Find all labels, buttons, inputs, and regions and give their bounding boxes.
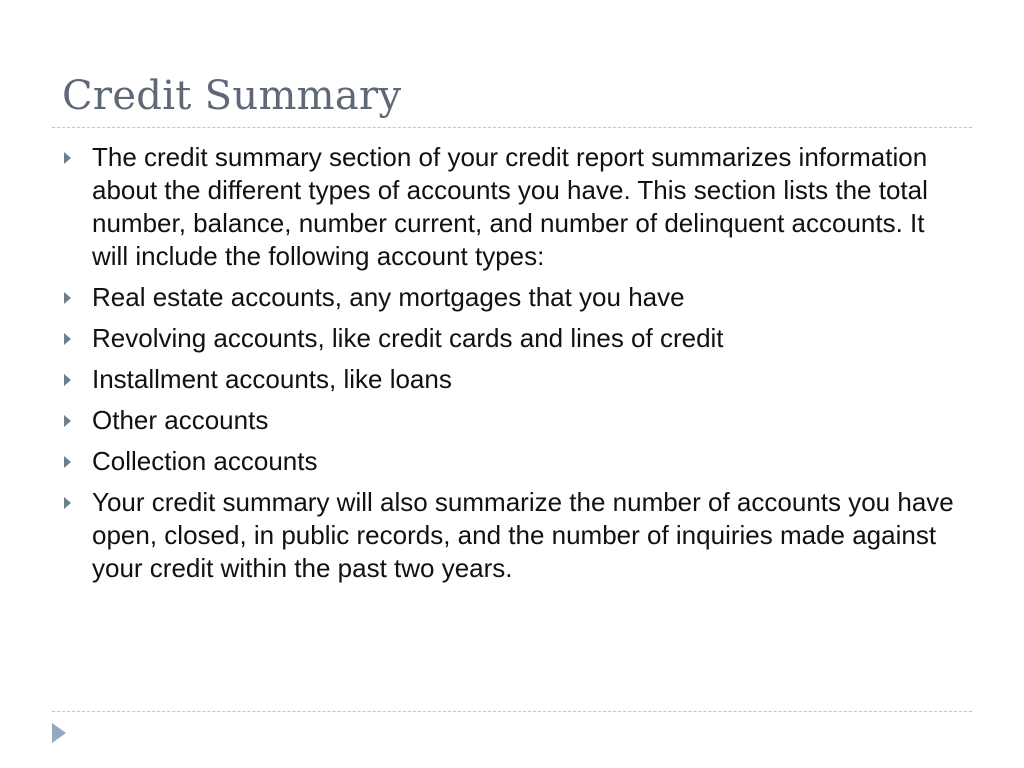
next-slide-arrow-icon[interactable]	[52, 723, 66, 743]
bullet-item	[60, 141, 965, 273]
bullet-list	[60, 141, 965, 593]
triangle-bullet-icon	[64, 456, 71, 468]
triangle-bullet-icon	[64, 292, 71, 304]
triangle-bullet-icon	[64, 497, 71, 509]
bullet-text: Real estate accounts, any mortgages that you have	[92, 282, 685, 312]
footer-divider	[52, 711, 972, 712]
triangle-bullet-icon	[64, 152, 71, 164]
bullet-item	[60, 363, 965, 396]
bullet-item	[60, 404, 965, 437]
bullet-text: Other accounts	[92, 405, 269, 435]
title-divider	[52, 127, 972, 128]
bullet-text: Your credit summary will also summarize the number of accounts you have open, closed, in public records, and the number of inquiries made against your credit within the past two years.	[92, 487, 954, 583]
bullet-item	[60, 281, 965, 314]
bullet-item	[60, 445, 965, 478]
bullet-text: Revolving accounts, like credit cards and lines of credit	[92, 323, 724, 353]
slide-title: Credit Summary	[62, 73, 402, 119]
bullet-item	[60, 486, 965, 585]
bullet-text: Collection accounts	[92, 446, 318, 476]
triangle-bullet-icon	[64, 374, 71, 386]
triangle-bullet-icon	[64, 415, 71, 427]
bullet-item	[60, 322, 965, 355]
bullet-text: Installment accounts, like loans	[92, 364, 452, 394]
bullet-text: The credit summary section of your credit report summarizes information about the different types of accounts you have. This section lists the total number, balance, number current, and number of delinquent accounts. It will include the following account types:	[92, 142, 928, 271]
triangle-bullet-icon	[64, 333, 71, 345]
